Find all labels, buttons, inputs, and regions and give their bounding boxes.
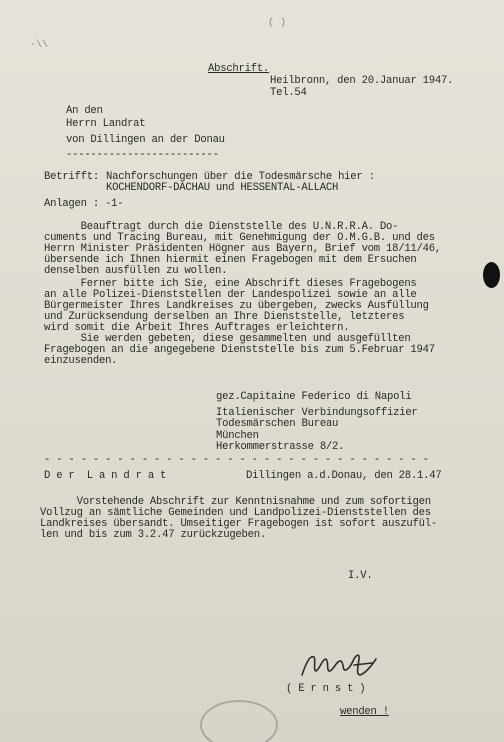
punch-hole <box>483 262 500 288</box>
place-date: Heilbronn, den 20.Januar 1947. <box>270 75 454 87</box>
body-line: Bürgermeister Ihres Landkreises zu übergeben, zwecks Ausfüllung <box>44 300 429 312</box>
faint-stamp <box>200 700 278 742</box>
subject-line: Nachforschungen über die Todesmärsche hier : <box>106 171 375 183</box>
signature-line: gez.Capitaine Federico di Napoli <box>216 391 412 403</box>
subject-line: KOCHENDORF-DACHAU und HESSENTAL-ALLACH <box>106 182 339 194</box>
signer-name: ( E r n s t ) <box>286 683 366 695</box>
forward-line: Landkreises übersandt. Umseitiger Fragebogen ist sofort auszufül- <box>40 518 437 530</box>
signature-line: Italienischer Verbindungsoffizier <box>216 407 418 419</box>
body-line: denselben ausfüllen zu wollen. <box>44 265 228 277</box>
body-line: cuments und Tracing Bureau, mit Genehmigung der O.M.G.B. und des <box>44 232 435 244</box>
iv-label: I.V. <box>348 570 373 582</box>
attachments: Anlagen : -1- <box>44 198 124 210</box>
body-line: Sie werden gebeten, diese gesammelten und ausgefüllten <box>44 333 411 345</box>
landrat-label: D e r L a n d r a t <box>44 470 167 482</box>
pencil-mark: ( ) <box>268 18 287 29</box>
recipient-line: Herrn Landrat <box>66 118 146 130</box>
handwritten-signature <box>296 645 406 685</box>
recipient-line: An den <box>66 105 103 117</box>
pencil-mark: ·\\ <box>30 40 49 51</box>
copy-label: Abschrift. <box>208 63 270 75</box>
recipient-line: von Dillingen an der Donau <box>66 134 225 146</box>
signature-line: Herkommerstrasse 8/2. <box>216 441 345 453</box>
turn-over-note: wenden ! <box>340 706 389 718</box>
recipient-divider: ------------------------- <box>66 149 219 161</box>
body-line: übersende ich Ihnen hiermit einen Fragebogen mit dem Ersuchen <box>44 254 417 266</box>
body-line: Ferner bitte ich Sie, eine Abschrift dieses Fragebogens <box>44 278 417 290</box>
body-line: Herrn Minister Präsidenten Högner aus Bayern, Brief vom 18/11/46, <box>44 243 441 255</box>
signature-line: München <box>216 430 259 442</box>
section-separator: - - - - - - - - - - - - - - - - - - - - - - - - - - - - - - - - <box>44 454 429 466</box>
body-line: Beauftragt durch die Dienststelle des U.N.R.R.A. Do- <box>44 221 399 233</box>
forward-line: len und bis zum 3.2.47 zurückzugeben. <box>40 529 266 541</box>
forward-line: Vorstehende Abschrift zur Kenntnisnahme und zum sofortigen <box>40 496 431 508</box>
subject-label: Betrifft: <box>44 171 99 183</box>
body-line: Fragebogen an die angegebene Dienststelle bis zum 5.Februar 1947 <box>44 344 435 356</box>
body-line: und Zurücksendung derselben an Ihre Dienststelle, letzteres <box>44 311 405 323</box>
body-line: an alle Polizei-Dienststellen der Landespolizei sowie an alle <box>44 289 417 301</box>
forward-line: Vollzug an sämtliche Gemeinden und Landpolizei-Dienststellen des <box>40 507 431 519</box>
body-line: wird somit die Arbeit Ihres Auftrages erleichtern. <box>44 322 350 334</box>
body-line: einzusenden. <box>44 355 118 367</box>
phone-number: Tel.54 <box>270 87 307 99</box>
landrat-place-date: Dillingen a.d.Donau, den 28.1.47 <box>246 470 442 482</box>
signature-line: Todesmärschen Bureau <box>216 418 339 430</box>
